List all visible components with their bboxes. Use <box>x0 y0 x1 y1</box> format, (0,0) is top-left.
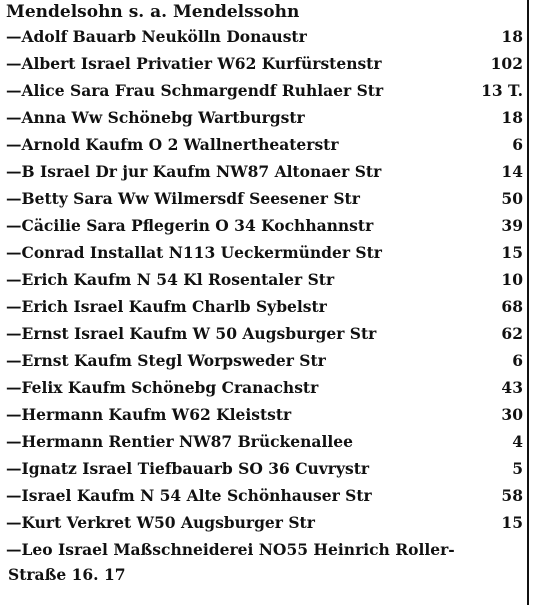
entry-number: 15 <box>501 513 523 532</box>
entry-name: —Albert Israel Privatier W62 Kurfürstenstr <box>6 54 382 73</box>
entry-name: —Ernst Israel Kaufm W 50 Augsburger Str <box>6 324 377 343</box>
entry-number: 30 <box>501 405 523 424</box>
list-item <box>6 239 523 266</box>
list-item <box>6 482 523 509</box>
entry-name: —Adolf Bauarb Neukölln Donaustr <box>6 27 307 46</box>
list-item <box>6 266 523 293</box>
entry-number: 62 <box>501 324 523 343</box>
list-item <box>6 131 523 158</box>
list-item <box>6 23 523 50</box>
entry-number: 10 <box>501 270 523 289</box>
entry-name: —Hermann Kaufm W62 Kleiststr <box>6 405 292 424</box>
list-item <box>6 347 523 374</box>
entry-continuation: Straße 16. 17 <box>8 565 126 584</box>
entry-name: —Arnold Kaufm O 2 Wallnertheaterstr <box>6 135 339 154</box>
entry-name: —Ignatz Israel Tiefbauarb SO 36 Cuvrystr <box>6 459 370 478</box>
entry-name: —Israel Kaufm N 54 Alte Schönhauser Str <box>6 486 372 505</box>
entry-number: 13 T. <box>481 81 523 100</box>
entry-number: 14 <box>501 162 523 181</box>
entry-name: —Leo Israel Maßschneiderei NO55 Heinrich Roller- <box>6 540 455 559</box>
entry-name: —Betty Sara Ww Wilmersdf Seesener Str <box>6 189 360 208</box>
list-item <box>6 185 523 212</box>
entry-name: —B Israel Dr jur Kaufm NW87 Altonaer Str <box>6 162 382 181</box>
entry-number: 68 <box>501 297 523 316</box>
list-item <box>6 455 523 482</box>
entry-name: —Felix Kaufm Schönebg Cranachstr <box>6 378 319 397</box>
list-item <box>6 104 523 131</box>
entry-number: 5 <box>512 459 523 478</box>
entry-name: —Ernst Kaufm Stegl Worpsweder Str <box>6 351 326 370</box>
entry-name: —Erich Kaufm N 54 Kl Rosentaler Str <box>6 270 335 289</box>
entry-name: —Anna Ww Schönebg Wartburgstr <box>6 108 305 127</box>
column-rule <box>527 0 529 605</box>
list-item <box>6 77 523 104</box>
entry-number: 50 <box>501 189 523 208</box>
entry-number: 4 <box>512 432 523 451</box>
entry-number: 102 <box>490 54 523 73</box>
entry-number: 43 <box>501 378 523 397</box>
list-item <box>6 50 523 77</box>
entry-number: 58 <box>501 486 523 505</box>
entry-number: 18 <box>501 108 523 127</box>
entry-list <box>6 23 523 563</box>
list-item <box>6 374 523 401</box>
entry-number: 39 <box>501 216 523 235</box>
list-item <box>6 509 523 536</box>
entry-number: 6 <box>512 135 523 154</box>
list-item <box>6 212 523 239</box>
entry-name: —Cäcilie Sara Pflegerin O 34 Kochhannstr <box>6 216 374 235</box>
entry-name: —Alice Sara Frau Schmargendf Ruhlaer Str <box>6 81 384 100</box>
entry-name: —Kurt Verkret W50 Augsburger Str <box>6 513 315 532</box>
list-item <box>6 401 523 428</box>
entry-number: 18 <box>501 27 523 46</box>
entry-heading: Mendelsohn s. a. Mendelssohn <box>6 2 300 22</box>
list-item <box>6 536 523 563</box>
entry-number: 6 <box>512 351 523 370</box>
list-item <box>6 320 523 347</box>
entry-name: —Erich Israel Kaufm Charlb Sybelstr <box>6 297 327 316</box>
list-item <box>6 158 523 185</box>
entry-number: 15 <box>501 243 523 262</box>
list-item <box>6 293 523 320</box>
entry-name: —Conrad Installat N113 Ueckermünder Str <box>6 243 382 262</box>
list-item <box>6 428 523 455</box>
entry-name: —Hermann Rentier NW87 Brückenallee <box>6 432 353 451</box>
